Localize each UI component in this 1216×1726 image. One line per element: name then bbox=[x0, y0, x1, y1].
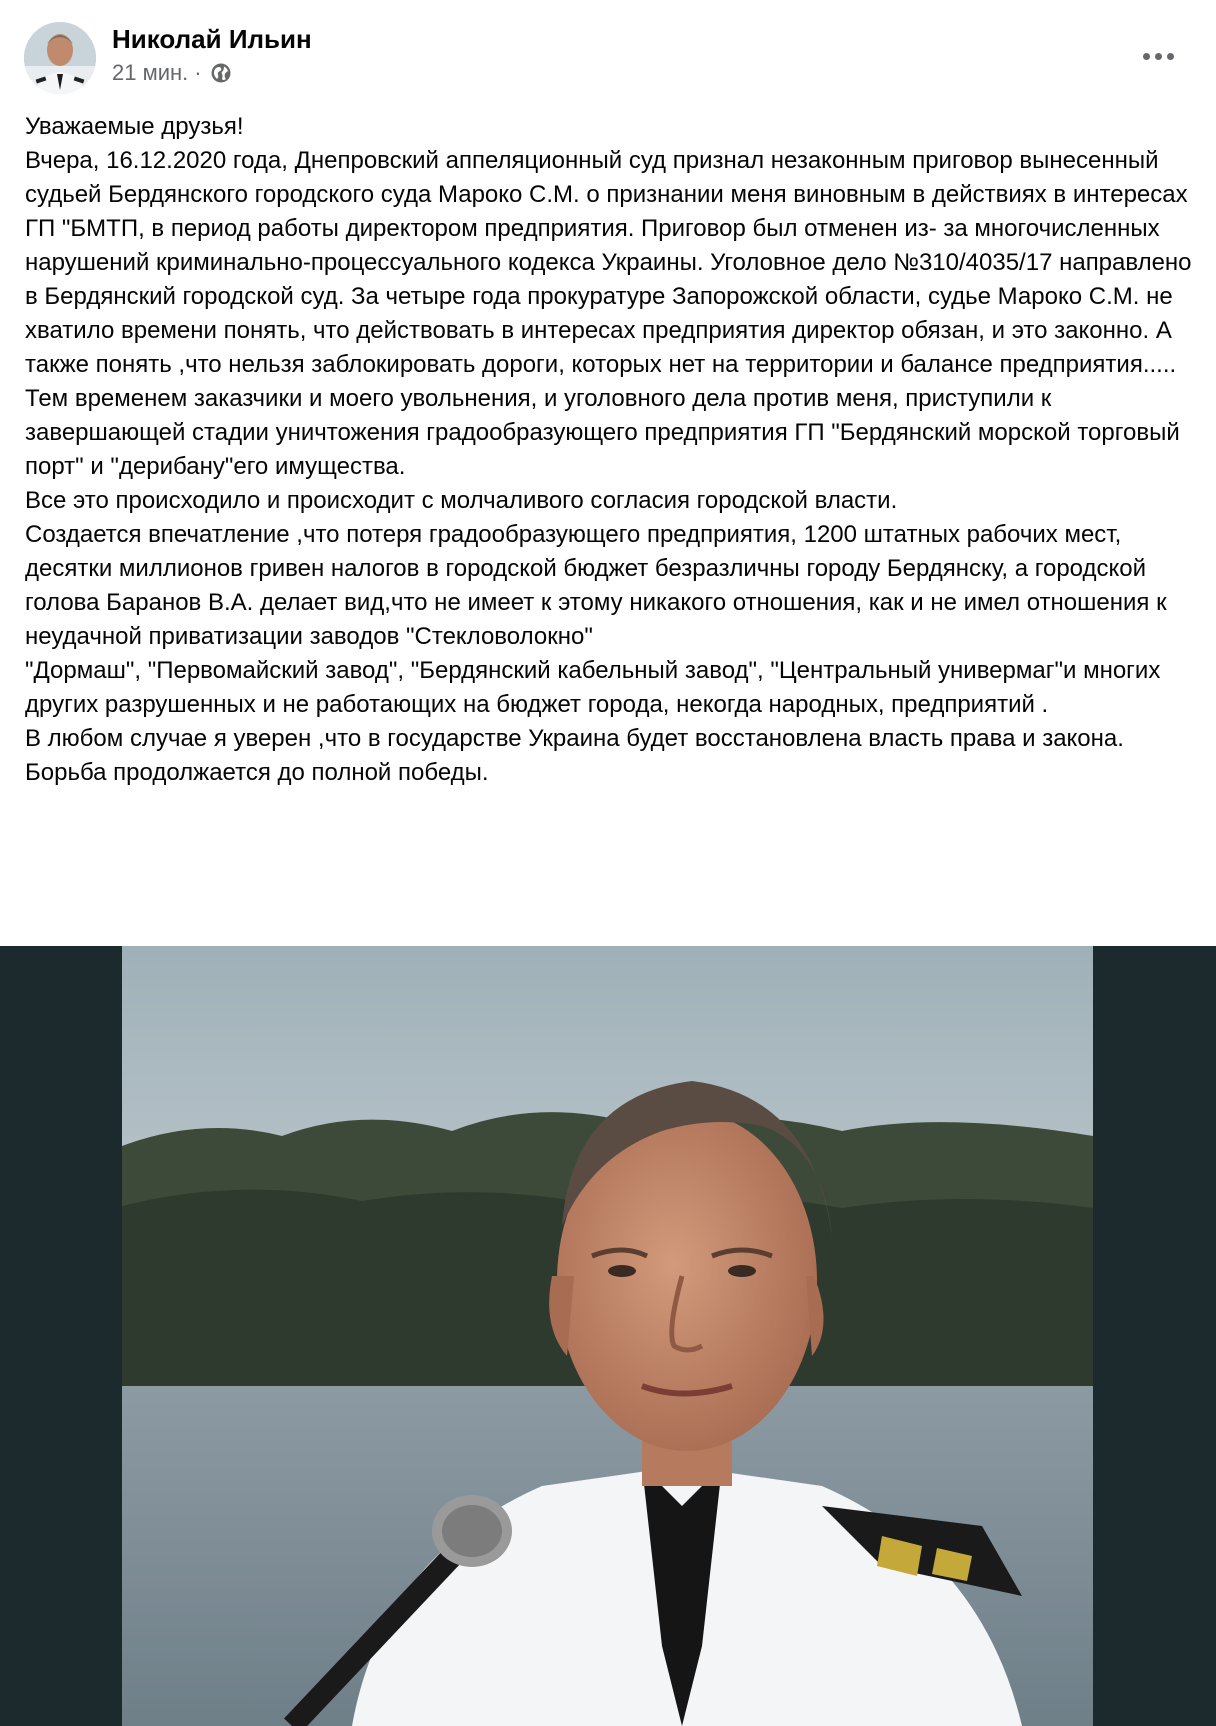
avatar-photo bbox=[24, 22, 96, 94]
post-paragraph: Уважаемые друзья! bbox=[25, 113, 244, 140]
post-paragraph: Вчера, 16.12.2020 года, Днепровский аппеляционный суд признал незаконным приговор вынесенный судьей Бердянского городского суда Мароко С.М. о признании меня виновным в действиях в интересах ГП "БМТП, в период работы директором предприятия. Приговор был отменен из- за многочисленных нарушений криминально-процессуального кодекса Украины. Уголовное дело №310/4035/17 направлено в Бердянский городской суд. За четыре года прокуратуре Запорожской области, судье Мароко С.М. не хватило времени понять, что действовать в интересах предприятия директор обязан, и это законно. А также понять ,что нельзя заблокировать дороги, которых нет на территории и балансе предприятия..... bbox=[25, 147, 1192, 378]
author-avatar[interactable] bbox=[24, 22, 96, 94]
post-photo bbox=[122, 946, 1093, 1726]
post-paragraph: Создается впечатление ,что потеря градообразующего предприятия, 1200 штатных рабочих мест, десятки миллионов гривен налогов в городской бюджет безразличны городу Бердянску, а городской голова Баранов В.А. делает вид,что не имеет к этому никакого отношения, как и не имел отношения к неудачной приватизации заводов "Стекловолокно" bbox=[25, 521, 1167, 650]
meta-separator: · bbox=[194, 60, 202, 85]
more-dot bbox=[1155, 53, 1162, 60]
globe-icon[interactable] bbox=[210, 62, 232, 84]
post-paragraph: Тем временем заказчики и моего увольнения, и уголовного дела против меня, приступили к завершающей стадии уничтожения градообразующего предприятия ГП "Бердянский морской торговый порт" и "дерибану"его имущества. bbox=[25, 385, 1180, 480]
post-meta bbox=[112, 58, 232, 88]
more-dot bbox=[1143, 53, 1150, 60]
post-paragraph: В любом случае я уверен ,что в государстве Украина будет восстановлена власть права и закона. Борьба продолжается до полной победы. bbox=[25, 725, 1124, 786]
more-options-icon[interactable] bbox=[1130, 36, 1186, 76]
post-body bbox=[25, 110, 1195, 790]
author-name[interactable]: Николай Ильин bbox=[112, 24, 312, 54]
post-header bbox=[0, 0, 1216, 100]
post-image[interactable] bbox=[0, 946, 1216, 1726]
post-paragraph: Все это происходило и происходит с молчаливого согласия городской власти. bbox=[25, 487, 898, 514]
post-paragraph: "Дормаш", "Первомайский завод", "Бердянский кабельный завод", "Центральный универмаг"и многих других разрушенных и не работающих на бюджет города, некогда народных, предприятий . bbox=[25, 657, 1161, 718]
post-timestamp[interactable]: 21 мин. bbox=[112, 60, 189, 85]
photo-illustration bbox=[122, 946, 1093, 1726]
more-dot bbox=[1167, 53, 1174, 60]
